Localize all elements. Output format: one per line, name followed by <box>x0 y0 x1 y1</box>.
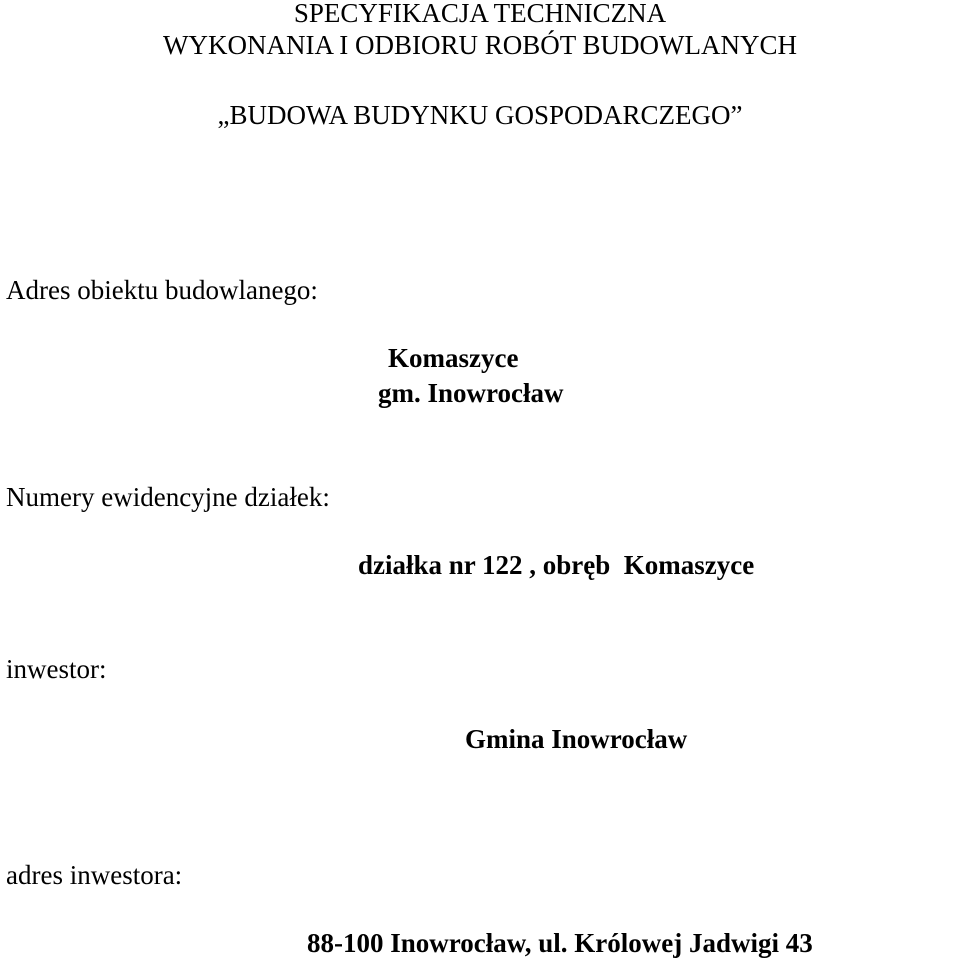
investor-value: Gmina Inowrocław <box>465 724 688 754</box>
parcels-value: działka nr 122 , obręb Komaszyce <box>358 550 755 580</box>
object-municipality: gm. Inowrocław <box>378 378 564 408</box>
parcels-label: Numery ewidencyjne działek: <box>6 482 330 512</box>
document-title-line-1: SPECYFIKACJA TECHNICZNA <box>293 0 667 28</box>
project-name: „BUDOWA BUDYNKU GOSPODARCZEGO” <box>217 100 743 130</box>
object-locality: Komaszyce <box>388 343 519 373</box>
document-title-line-2: WYKONANIA I ODBIORU ROBÓT BUDOWLANYCH <box>163 30 797 60</box>
investor-address-label: adres inwestora: <box>6 860 183 890</box>
object-address-label: Adres obiektu budowlanego: <box>6 275 318 305</box>
investor-address-value: 88-100 Inowrocław, ul. Królowej Jadwigi 43 <box>307 928 813 958</box>
investor-label: inwestor: <box>6 654 107 684</box>
